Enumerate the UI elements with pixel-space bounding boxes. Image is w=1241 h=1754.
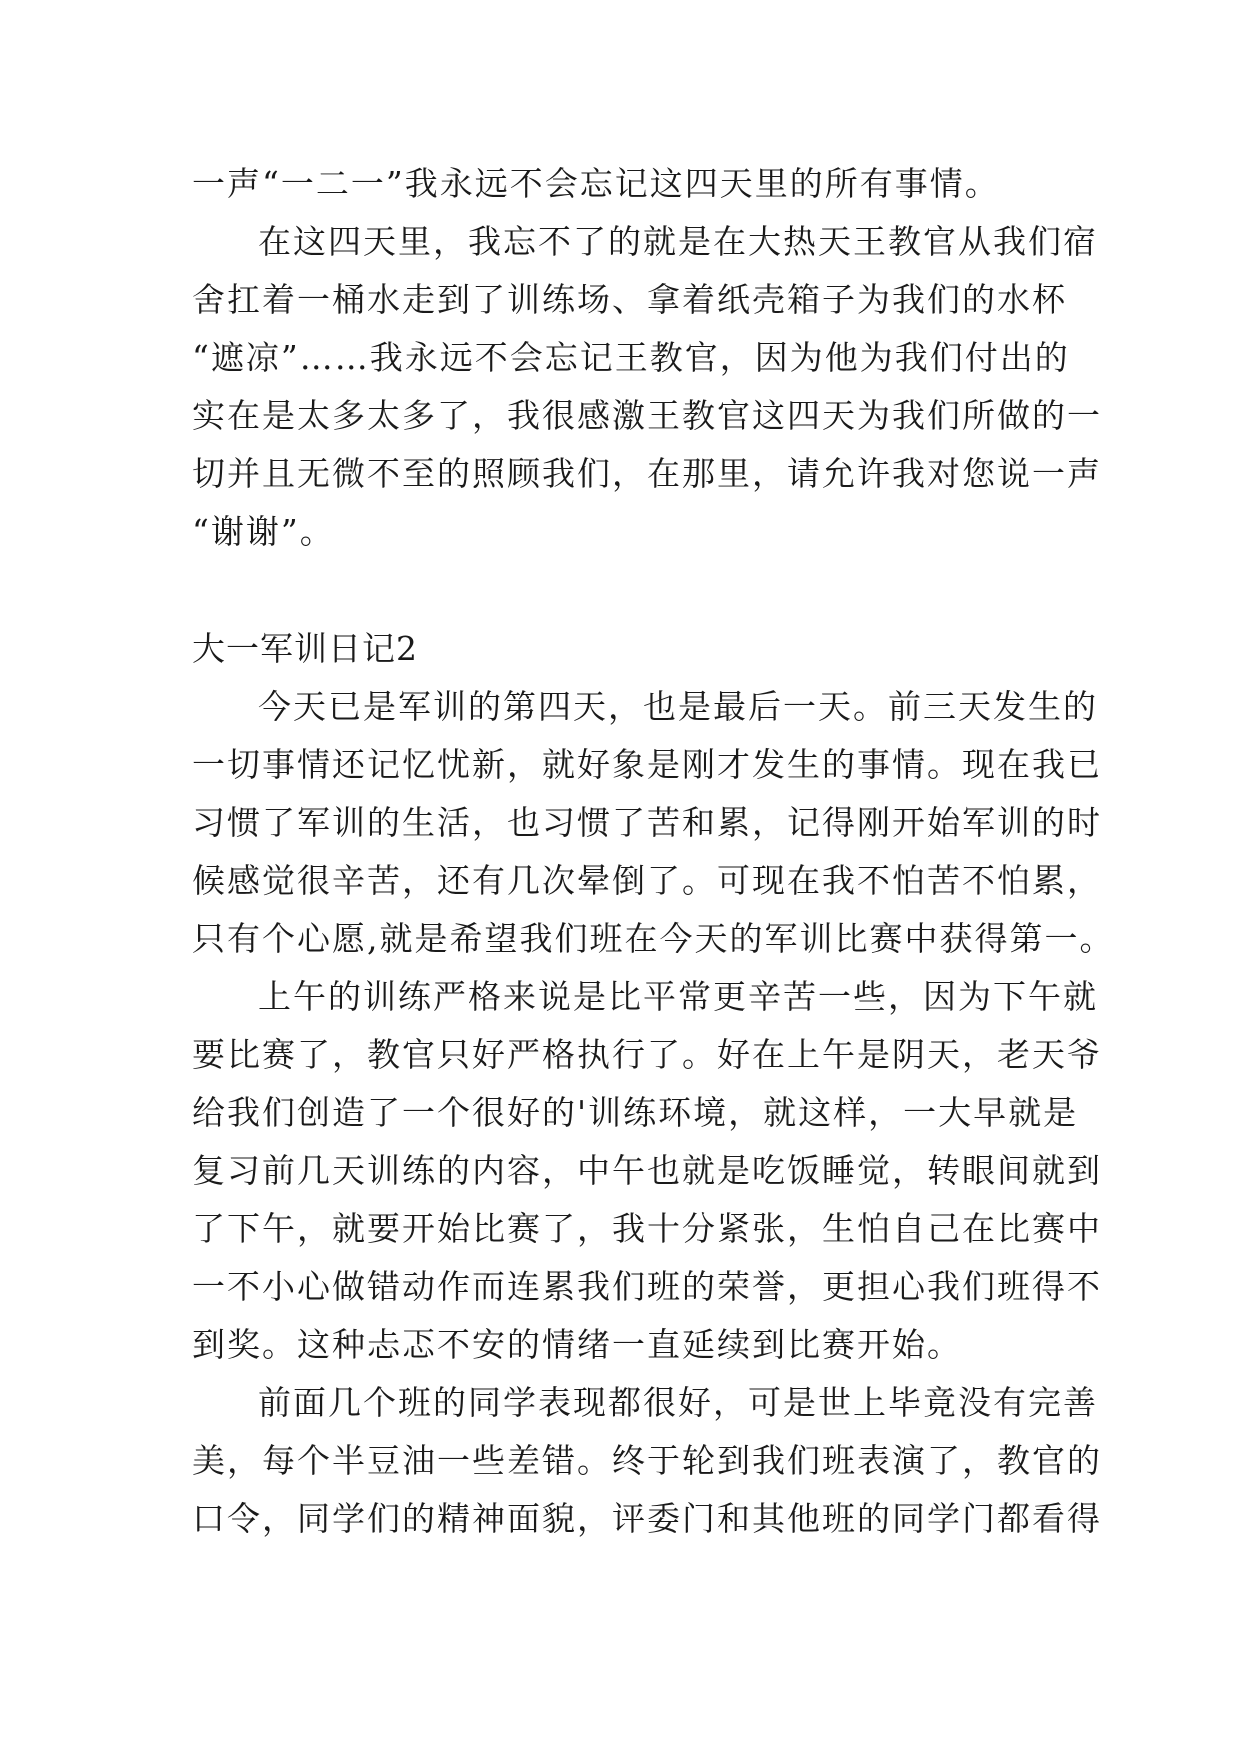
paragraph-line: 给我们创造了一个很好的'训练环境，就这样，一大早就是 <box>192 1093 1079 1132</box>
paragraph-line: 了下午，就要开始比赛了，我十分紧张，生怕自己在比赛中 <box>192 1209 1102 1248</box>
paragraph-line: 一不小心做错动作而连累我们班的荣誉，更担心我们班得不 <box>192 1267 1102 1306</box>
paragraph-line: 前面几个班的同学表现都很好，可是世上毕竟没有完善 <box>258 1383 1098 1422</box>
paragraph-line: 复习前几天训练的内容，中午也就是吃饭睡觉，转眼间就到 <box>192 1151 1102 1190</box>
paragraph-line: 要比赛了，教官只好严格执行了。好在上午是阴天，老天爷 <box>192 1035 1102 1074</box>
paragraph-line: 习惯了军训的生活，也习惯了苦和累，记得刚开始军训的时 <box>192 803 1102 842</box>
paragraph-line: 到奖。这种忐忑不安的情绪一直延续到比赛开始。 <box>192 1325 962 1364</box>
paragraph-line: 口令，同学们的精神面貌，评委门和其他班的同学门都看得 <box>192 1499 1102 1538</box>
paragraph-line: “谢谢”。 <box>192 512 335 551</box>
section-heading: 大一军训日记2 <box>192 629 418 668</box>
paragraph-line: 上午的训练严格来说是比平常更辛苦一些，因为下午就 <box>258 977 1098 1016</box>
paragraph-line: 美，每个半豆油一些差错。终于轮到我们班表演了，教官的 <box>192 1441 1102 1480</box>
paragraph-line: 切并且无微不至的照顾我们，在那里，请允许我对您说一声 <box>192 454 1102 493</box>
paragraph-line: 只有个心愿,就是希望我们班在今天的军训比赛中获得第一。 <box>192 919 1115 958</box>
paragraph-line: 今天已是军训的第四天，也是最后一天。前三天发生的 <box>258 687 1098 726</box>
paragraph-line: 舍扛着一桶水走到了训练场、拿着纸壳箱子为我们的水杯 <box>192 280 1067 319</box>
paragraph-line: 候感觉很辛苦，还有几次晕倒了。可现在我不怕苦不怕累， <box>192 861 1102 900</box>
paragraph-line: 一声“一二一”我永远不会忘记这四天里的所有事情。 <box>192 164 1000 203</box>
paragraph-line: “遮凉”……我永远不会忘记王教官，因为他为我们付出的 <box>192 338 1070 377</box>
paragraph-line: 一切事情还记忆忧新，就好象是刚才发生的事情。现在我已 <box>192 745 1102 784</box>
paragraph-line: 在这四天里，我忘不了的就是在大热天王教官从我们宿 <box>258 222 1098 261</box>
paragraph-line: 实在是太多太多了，我很感激王教官这四天为我们所做的一 <box>192 396 1102 435</box>
